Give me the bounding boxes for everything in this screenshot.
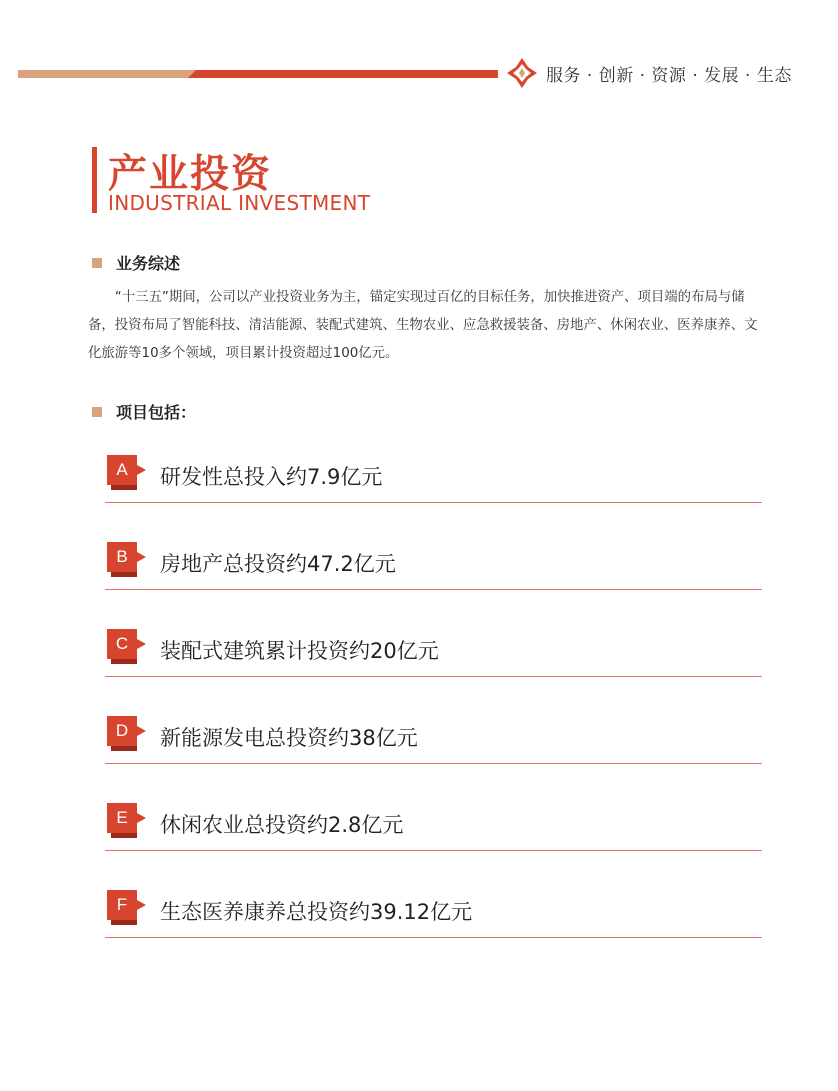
slogan-text: 服务 · 创新 · 资源 · 发展 · 生态 [546,65,792,86]
divider [105,502,762,503]
divider [105,589,762,590]
project-letter-badge: D [107,716,137,746]
project-text: 休闲农业总投资约2.8亿元 [160,813,404,837]
project-letter-badge: C [107,629,137,659]
projects-heading-text: 项目包括： [116,403,197,422]
project-text: 生态医养康养总投资约39.12亿元 [160,900,473,924]
project-item [105,625,762,712]
project-text: 研发性总投入约7.9亿元 [160,465,383,489]
divider [105,676,762,677]
project-item [105,451,762,538]
company-logo-icon [506,57,538,89]
project-text: 装配式建筑累计投资约20亿元 [160,639,439,663]
header-bar-right [188,70,498,78]
project-letter-badge: A [107,455,137,485]
project-item [105,712,762,799]
project-text: 新能源发电总投资约38亿元 [160,726,418,750]
project-text: 房地产总投资约47.2亿元 [160,552,396,576]
project-item [105,886,762,973]
project-letter-badge: F [107,890,137,920]
divider [105,937,762,938]
projects-heading [92,400,196,423]
overview-heading [92,251,180,274]
project-letter-badge: B [107,542,137,572]
header-bar-left [18,70,196,78]
project-list [105,451,762,973]
overview-paragraph: “十三五”期间，公司以产业投资业务为主，锚定实现过百亿的目标任务，加快推进资产、项目端的布局与储备，投资布局了智能科技、清洁能源、装配式建筑、生物农业、应急救援装备、房地产、休闲农业、医养康养、文化旅游等10多个领域，项目累计投资超过100亿元。 [88,290,758,361]
title-accent-bar [92,147,97,213]
header-slogan [506,58,792,88]
project-item [105,538,762,625]
page-subtitle: INDUSTRIAL INVESTMENT [108,191,371,215]
divider [105,763,762,764]
divider [105,850,762,851]
project-item [105,799,762,886]
square-bullet-icon [92,258,102,268]
overview-heading-text: 业务综述 [116,254,181,273]
square-bullet-icon [92,407,102,417]
project-letter-badge: E [107,803,137,833]
page-title: 产业投资 [108,152,273,197]
